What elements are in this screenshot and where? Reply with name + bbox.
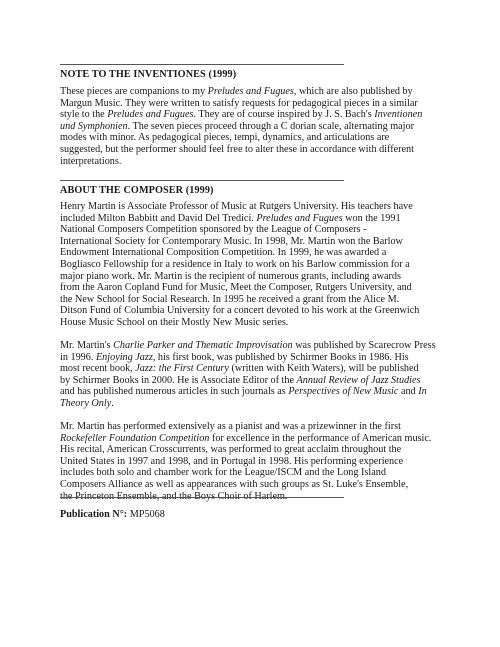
section-heading-composer: ABOUT THE COMPOSER (1999) <box>60 185 214 196</box>
text-line: Theory Only. <box>60 397 114 409</box>
section-heading-inventiones: NOTE TO THE INVENTIONES (1999) <box>60 69 237 80</box>
italic-title: Jazz: the First Century <box>135 363 229 375</box>
text-line: Composers Alliance as well as appearances with such groups as St. Luke's Ensemble, <box>60 478 409 490</box>
text-line: His recital, American Crosscurrents, was performed to great acclaim throughout the <box>60 444 402 456</box>
text-line: major piano work. Mr. Martin is the recipient of numerous grants, including awards <box>60 270 401 282</box>
italic-title: Annual Review of Jazz Studies <box>296 374 421 386</box>
text-line: the Princeton Ensemble, and the Boys Choir of Harlem. <box>60 490 288 502</box>
publication-value: MP5068 <box>129 509 165 520</box>
text-line: Bogliasco Fellowship for a residence in Italy to work on his Barlow commission for a <box>60 258 410 270</box>
text-line: by Schirmer Books in 2000. He is Associate Editor of the Annual Review of Jazz Studies <box>60 374 421 386</box>
italic-title: und Symphonien <box>60 120 128 132</box>
text-line: suggested, but the performer should feel free to alter these in accordance with different <box>60 143 414 155</box>
paragraph-composer-performance <box>60 421 446 502</box>
italic-title: Charlie Parker and Thematic Improvisation <box>113 340 293 351</box>
text-line: Mr. Martin's Charlie Parker and Thematic Improvisation was published by Scarecrow Press <box>60 340 436 351</box>
italic-title: Preludes and Fugues <box>107 109 194 121</box>
paragraph-composer-books <box>60 340 446 410</box>
divider-top <box>60 64 344 65</box>
text-line: Endowment International Composition Competition. In 1999, he was awarded a <box>60 247 387 259</box>
text-line: These pieces are companions to my Preludes and Fugues, which are also published by <box>60 86 413 97</box>
text-line: included Milton Babbitt and David Del Tredici. Preludes and Fugues won the 1991 <box>60 212 401 224</box>
italic-title: Rockefeller Foundation Competition <box>60 432 210 444</box>
divider-bottom <box>60 497 344 498</box>
text-line: interpretations. <box>60 155 122 167</box>
divider-middle <box>60 180 344 181</box>
text-line: und Symphonien. The seven pieces proceed through a C dorian scale, alternating major <box>60 120 414 132</box>
text-line: Margun Music. They were written to satisfy requests for pedagogical pieces in a similar <box>60 97 418 109</box>
text-line: style to the Preludes and Fugues. They are of course inspired by J. S. Bach's Inventionen <box>60 109 423 121</box>
text-line: United States in 1997 and 1998, and in Portugal in 1998. His performing experience <box>60 455 404 467</box>
text-line: Ditson Fund of Columbia University for a concert devoted to his work at the Greenwich <box>60 305 420 317</box>
text-line: in 1996. Enjoying Jazz, his first book, was published by Schirmer Books in 1986. His <box>60 351 409 363</box>
text-line: modes with minor. As pedagogical pieces, tempi, dynamics, and articulations are <box>60 132 390 144</box>
text-line: Henry Martin is Associate Professor of Music at Rutgers University. His teachers have <box>60 201 413 212</box>
paragraph-composer-bio <box>60 201 446 329</box>
text-line: International Society for Contemporary Music. In 1998, Mr. Martin won the Barlow <box>60 235 403 247</box>
text-line: Rockefeller Foundation Competition for excellence in the performance of American music. <box>60 432 432 444</box>
text-line: includes both solo and chamber work for the League/ISCM and the Long Island <box>60 467 386 479</box>
publication-number <box>60 509 165 520</box>
text-line: from the Aaron Copland Fund for Music, Meet the Composer, Rutgers University, and <box>60 282 412 294</box>
paragraph-inventiones <box>60 86 446 167</box>
italic-title: Enjoying Jazz <box>95 351 153 363</box>
italic-title: Perspectives of New Music <box>288 386 399 398</box>
text-line: House Music School on their Mostly New Music series. <box>60 316 289 328</box>
italic-title: Preludes and Fugues <box>256 212 343 224</box>
text-line: and has published numerous articles in such journals as Perspectives of New Music and In <box>60 386 427 398</box>
italic-title: Preludes and Fugues <box>207 86 294 97</box>
italic-title: In <box>418 386 427 398</box>
text-line: the New School for Social Research. In 1995 he received a grant from the Alice M. <box>60 293 400 305</box>
publication-label: Publication N°: <box>60 509 128 520</box>
text-line: most recent book, Jazz: the First Century (written with Keith Waters), will be published <box>60 363 419 375</box>
italic-title: Inventionen <box>374 109 423 121</box>
text-line: National Composers Competition sponsored by the League of Composers - <box>60 224 367 236</box>
text-line: Mr. Martin has performed extensively as a pianist and was a prizewinner in the first <box>60 421 401 432</box>
italic-title: Theory Only <box>60 397 112 409</box>
